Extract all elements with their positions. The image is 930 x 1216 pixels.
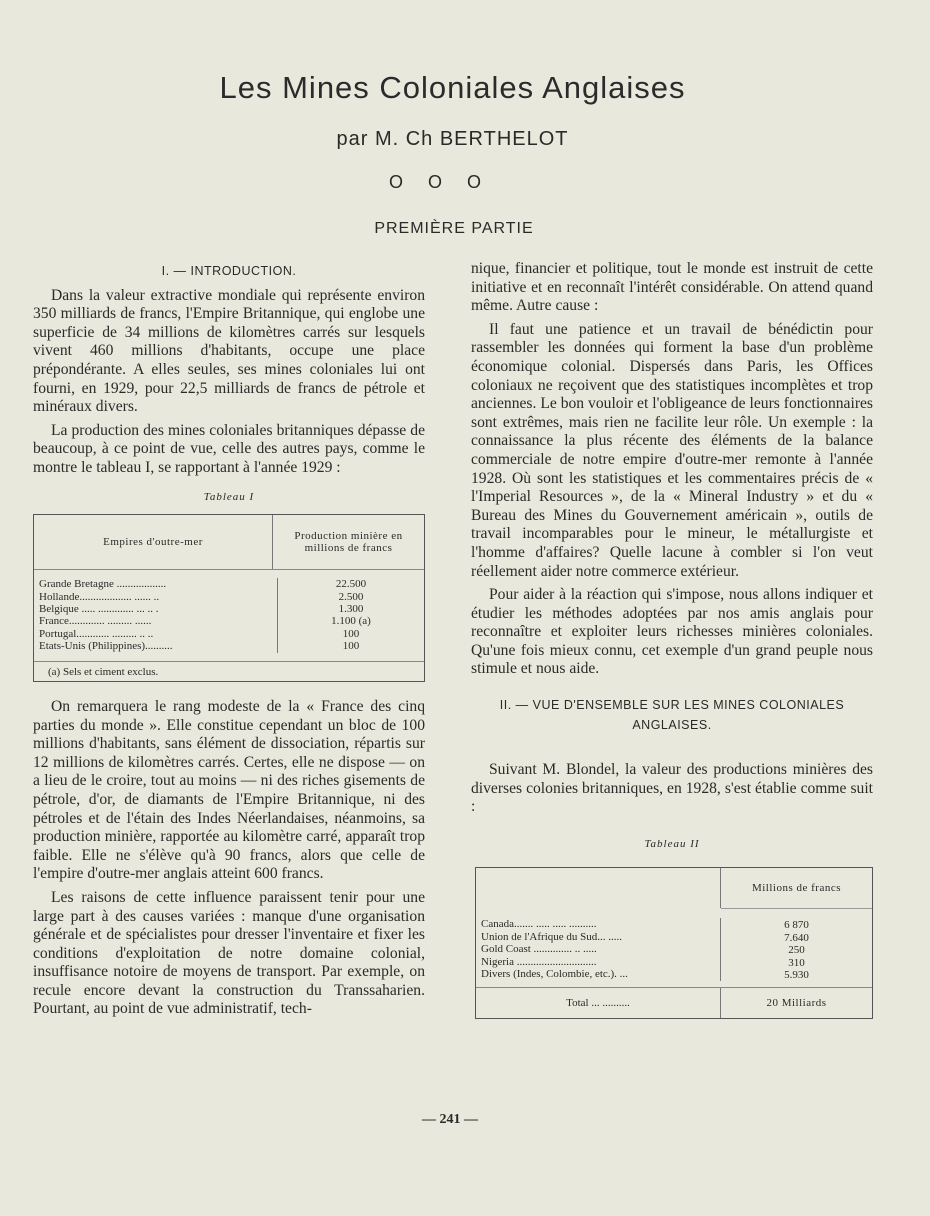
- table-values-column: [278, 578, 424, 652]
- table-cell: 250: [788, 944, 805, 957]
- table-body: [34, 570, 424, 660]
- empty-header-cell: [476, 868, 721, 908]
- paragraph: On remarquera le rang modeste de la « France des cinq parties du monde ». Elle constitue cependant un bloc de 100 millions d'habitants, sans élément de dissociation, répartis sur 12 millions de kilomètres carrés. Certes, elle ne dispose — on a lieu de le croire, tout au moins — ni des riches gisements de pétrole, d'or, de diamants de l'Empire Britannique, ni des pétroles et de l'étain des Indes Néerlandaises, néanmoins, sa production minière, rapportée au kilomètre carré, apparaît trop faible. Elle ne s'élève qu'à 90 francs, alors que celle de l'empire d'outre-mer anglais atteint 600 francs.: [33, 697, 425, 883]
- article-title: Les Mines Coloniales Anglaises: [219, 70, 686, 105]
- table-cell: 100: [342, 627, 360, 640]
- table-names-column: [476, 918, 721, 981]
- table-cell: 310: [788, 956, 805, 969]
- ornament-divider: O O O: [388, 172, 491, 192]
- total-label: Total ... ..........: [476, 988, 721, 1018]
- table-cell: Portugal............ ......... .. ..: [39, 627, 154, 640]
- paragraph: Dans la valeur extractive mondiale qui représente environ 350 milliards de francs, l'Empire Britannique, qui englobe une superficie de 34 millions de kilomètres carrés sur lesquels vivent 460 millions d'habitants, occupe une place prépondérante. A elles seules, ses mines coloniales lui ont fourni, en 1929, pour 22,5 milliards de francs de pétrole et minéraux divers.: [33, 286, 425, 416]
- table-cell: Gold Coast .............. .. .....: [481, 943, 597, 956]
- table-cell: Canada....... ..... ..... ..........: [481, 918, 597, 931]
- table-cell: 100: [342, 640, 360, 653]
- table-names-column: [34, 578, 278, 652]
- section-heading-introduction: I. — INTRODUCTION.: [161, 264, 297, 278]
- paragraph: nique, financier et politique, tout le monde est instruit de cette initiative et en reconnaît l'intérêt considérable. On attend quand même. Autre cause :: [471, 260, 873, 315]
- table-values-column: [721, 908, 872, 981]
- table-cell: Divers (Indes, Colombie, etc.). ...: [481, 968, 628, 981]
- table-cell: 7.640: [784, 931, 809, 944]
- table-cell: Hollande................... ...... ..: [39, 590, 160, 603]
- right-column: [471, 260, 873, 1019]
- section-heading-overview: II. — VUE D'ENSEMBLE SUR LES MINES COLONIALES ANGLAISES.: [499, 698, 845, 733]
- column-header: Empires d'outre-mer: [34, 515, 273, 569]
- table-cell: 22.500: [335, 578, 367, 591]
- production-table: [33, 514, 425, 682]
- paragraph: La production des mines coloniales britanniques dépasse de beaucoup, à ce point de vue, celle des autres pays, comme le montre le tableau I, se rapportant à l'année 1929 :: [33, 421, 425, 476]
- table-cell: 1.100 (a): [331, 615, 371, 628]
- table-header: [34, 515, 424, 570]
- table-cell: Etats-Unis (Philippines)..........: [39, 640, 173, 653]
- table-header: [476, 868, 872, 908]
- table-caption: Tableau I: [203, 490, 255, 503]
- paragraph: Suivant M. Blondel, la valeur des productions minières des diverses colonies britanniques, en 1928, s'est établie comme suit :: [471, 761, 873, 816]
- column-header: Millions de francs: [751, 882, 842, 895]
- page-number: — 241 —: [422, 1112, 478, 1127]
- paragraph: Les raisons de cette influence paraissent tenir pour une large part à des causes variées : manque d'une organisation générale et de spécialistes pour dresser l'inventaire et fixer les conditions d'exploitation de notre domaine colonial, insuffisance notoire de moyens de transport. Par exemple, on recule encore devant la construction du Transsaharien. Pourtant, au point de vue administratif, tech-: [33, 888, 425, 1018]
- left-column: [33, 262, 425, 1024]
- table-cell: Belgique ..... ............. ... .. .: [39, 602, 159, 615]
- table-cell: 6 870: [784, 919, 809, 932]
- table-body: [476, 908, 872, 987]
- article-author: par M. Ch BERTHELOT: [336, 128, 569, 150]
- column-header: Production minière en millions de francs: [294, 529, 403, 555]
- table-cell: 1.300: [338, 602, 364, 615]
- paragraph: Il faut une patience et un travail de bénédictin pour rassembler les données qui forment la base d'un problème économique colonial. Dispersés dans Paris, les Offices coloniaux ne reçoivent que des statistiques incomplètes et trop anciennes. Le bon vouloir et l'obligeance de leurs fonctionnaires sont extrêmes, mais rien ne facilite leur rôle. Un exemple : la connaissance la plus récente des éléments de la balance commerciale de notre empire d'outre-mer remonte à l'année 1928. Où sont les statistiques et les commentaires précis de « l'Imperial Resources », de la « Mineral Industry » et du « Bureau des Mines du Gouvernement américain », outils de travail incomparables pour le mineur, le métallurgiste et l'homme d'affaires? Quelle lacune à combler si l'on veut réellement aider notre commerce extérieur.: [471, 320, 873, 580]
- table-total-row: [476, 987, 872, 1018]
- table-cell: 5.930: [784, 969, 809, 982]
- colonies-table: [475, 867, 873, 1019]
- paragraph: Pour aider à la réaction qui s'impose, nous allons indiquer et étudier les méthodes adoptées par nos amis anglais pour reconnaître et exploiter leurs richesses minières coloniales. Qu'une fois mieux connu, cet exemple d'un grand peuple nous stimule et nous aide.: [471, 586, 873, 678]
- table-cell: France............. ......... ......: [39, 615, 152, 628]
- table-footnote: (a) Sels et ciment exclus.: [34, 661, 424, 681]
- table-cell: 2.500: [338, 590, 364, 603]
- table-cell: Nigeria .............................: [481, 955, 597, 968]
- total-value: 20 Milliards: [766, 997, 827, 1010]
- table-cell: Union de l'Afrique du Sud... .....: [481, 930, 622, 943]
- table-cell: Grande Bretagne ..................: [39, 578, 167, 591]
- part-heading: PREMIÈRE PARTIE: [374, 220, 534, 237]
- table-caption: Tableau II: [644, 837, 700, 850]
